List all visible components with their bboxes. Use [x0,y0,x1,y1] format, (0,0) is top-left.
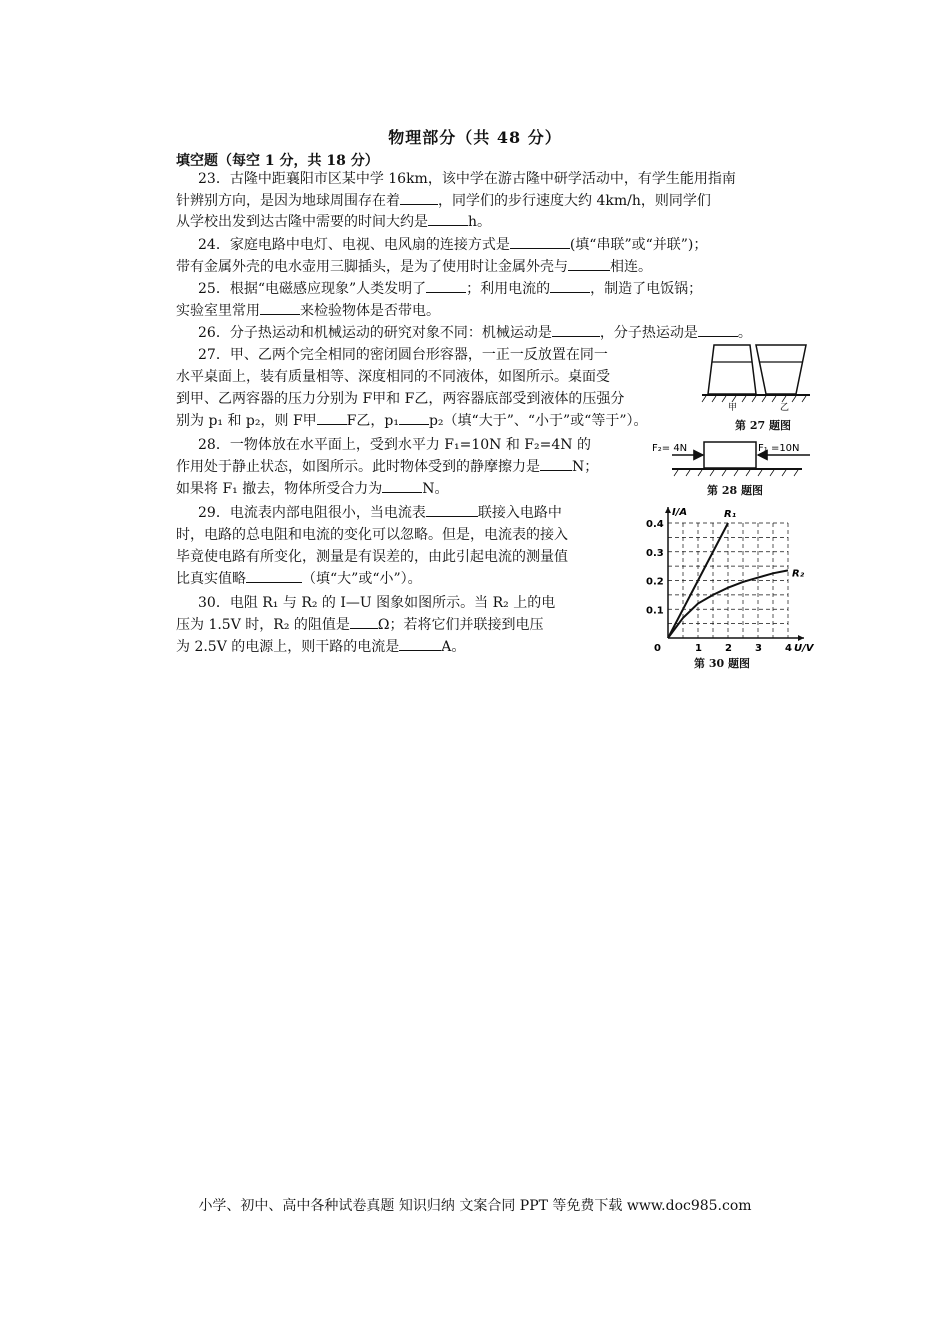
answer-blank[interactable] [540,458,572,471]
y-tick-label: 0.4 [646,519,664,530]
answer-blank[interactable] [350,616,378,629]
q28-line-3: 如果将 F₁ 撤去，物体所受合力为 N。 [176,481,449,497]
iu-chart [640,498,820,658]
footer-text: 小学、初中、高中各种试卷真题 知识归纳 文案合同 PPT 等免费下载 www.doc985.com [198,1198,752,1214]
figure-30-caption: 第 30 题图 [694,657,750,670]
label-yi: 乙 [780,403,790,413]
q26-line-1: 26．分子热运动和机械运动的研究对象不同：机械运动是 ，分子热运动是 。 [198,325,752,341]
answer-blank[interactable] [550,280,590,293]
answer-blank[interactable] [428,213,468,226]
chart-series [668,509,805,638]
y-axis-label: I/A [672,507,688,518]
answer-blank[interactable] [399,412,429,425]
answer-blank[interactable] [426,504,478,517]
q28-line-2: 作用处于静止状态，如图所示。此时物体受到的静摩擦力是 N； [176,459,599,475]
series-label-2: R₂ [792,568,805,580]
x-tick-label: 4 [785,643,792,654]
q25-line-2: 实验室里常用 来检验物体是否带电。 [176,303,440,319]
x-tick-label: 2 [725,643,732,654]
q30-line-2: 压为 1.5V 时，R₂ 的阻值是 Ω；若将它们并联接到电压 [176,617,544,633]
y-tick-label: 0.1 [646,605,664,617]
answer-blank[interactable] [552,324,600,337]
answer-blank[interactable] [246,570,302,583]
answer-blank[interactable] [260,302,300,315]
x-tick-label: 0 [654,643,661,654]
x-tick-label: 3 [755,643,762,654]
page-title: 物理部分（共 48 分） [388,128,562,147]
q23-line-3: 从学校出发到达古隆中需要的时间大约是 h。 [176,214,492,230]
f2-label: F₂= 4N [652,443,688,454]
q27-line-3: 到甲、乙两容器的压力分别为 F甲和 F乙，两容器底部受到液体的压强分 [176,391,625,407]
q27-line-4: 别为 p₁ 和 p₂，则 F甲 F乙，p₁ p₂（填“大于”、“小于”或“等于”）。 [176,413,648,429]
label-jia: 甲 [728,403,738,413]
q27-line-1: 27．甲、乙两个完全相同的密闭圆台形容器，一正一反放置在同一 [198,347,608,363]
y-tick-label: 0.2 [646,576,664,588]
q27-line-2: 水平桌面上，装有质量相等、深度相同的不同液体，如图所示。桌面受 [176,369,610,385]
q23-line-2: 针辨别方向，是因为地球周围存在着 ，同学们的步行速度大约 4km/h，则同学们 [176,193,711,209]
container-frustum-a [708,345,756,394]
answer-blank[interactable] [317,412,347,425]
container-figure [700,340,812,415]
answer-blank[interactable] [399,638,441,651]
x-axis-label: U/V [794,643,814,654]
answer-blank[interactable] [426,280,466,293]
answer-blank[interactable] [510,236,570,249]
answer-blank[interactable] [698,324,738,337]
q29-line-1: 29．电流表内部电阻很小，当电流表 联接入电路中 [198,505,562,521]
force-figure [652,438,812,478]
block [704,442,756,468]
f1-label: F₁ =10N [758,443,800,454]
x-axis-arrow [798,635,804,641]
q25-line-1: 25．根据“电磁感应现象”人类发明了 ；利用电流的 ，制造了电饭锅； [198,281,703,297]
figure-28-caption: 第 28 题图 [707,484,763,497]
q24-line-2: 带有金属外壳的电水壶用三脚插头，是为了使用时让金属外壳与 相连。 [176,259,652,275]
x-tick-label: 1 [695,643,702,654]
answer-blank[interactable] [382,480,422,493]
q29-line-3: 毕竟使电路有所变化，测量是有误差的，由此引起电流的测量值 [176,549,568,565]
chart-grid [668,523,788,638]
q30-line-3: 为 2.5V 的电源上，则干路的电流是 A。 [176,639,466,655]
series-label-1: R₁ [724,509,737,520]
section-heading: 填空题（每空 1 分，共 18 分） [176,153,379,169]
answer-blank[interactable] [568,258,610,271]
q28-line-1: 28．一物体放在水平面上，受到水平力 F₁=10N 和 F₂=4N 的 [198,437,591,453]
answer-blank[interactable] [400,192,438,205]
q24-line-1: 24．家庭电路中电灯、电视、电风扇的连接方式是 (填“串联”或“并联”)； [198,237,708,253]
q23-line-1: 23．古隆中距襄阳市区某中学 16km，该中学在游古隆中研学活动中，有学生能用指南 [198,171,736,187]
container-frustum-b [756,345,806,394]
y-axis-arrow [665,507,671,513]
table-hatching [702,396,806,402]
q29-line-2: 时，电路的总电阻和电流的变化可以忽略。但是，电流表的接入 [176,527,568,543]
y-tick-label: 0.3 [646,547,664,559]
q30-line-1: 30．电阻 R₁ 与 R₂ 的 I—U 图象如图所示。当 R₂ 上的电 [198,595,556,611]
q29-line-4: 比真实值略 （填“大”或“小”）。 [176,571,422,587]
figure-27-caption: 第 27 题图 [735,419,791,432]
